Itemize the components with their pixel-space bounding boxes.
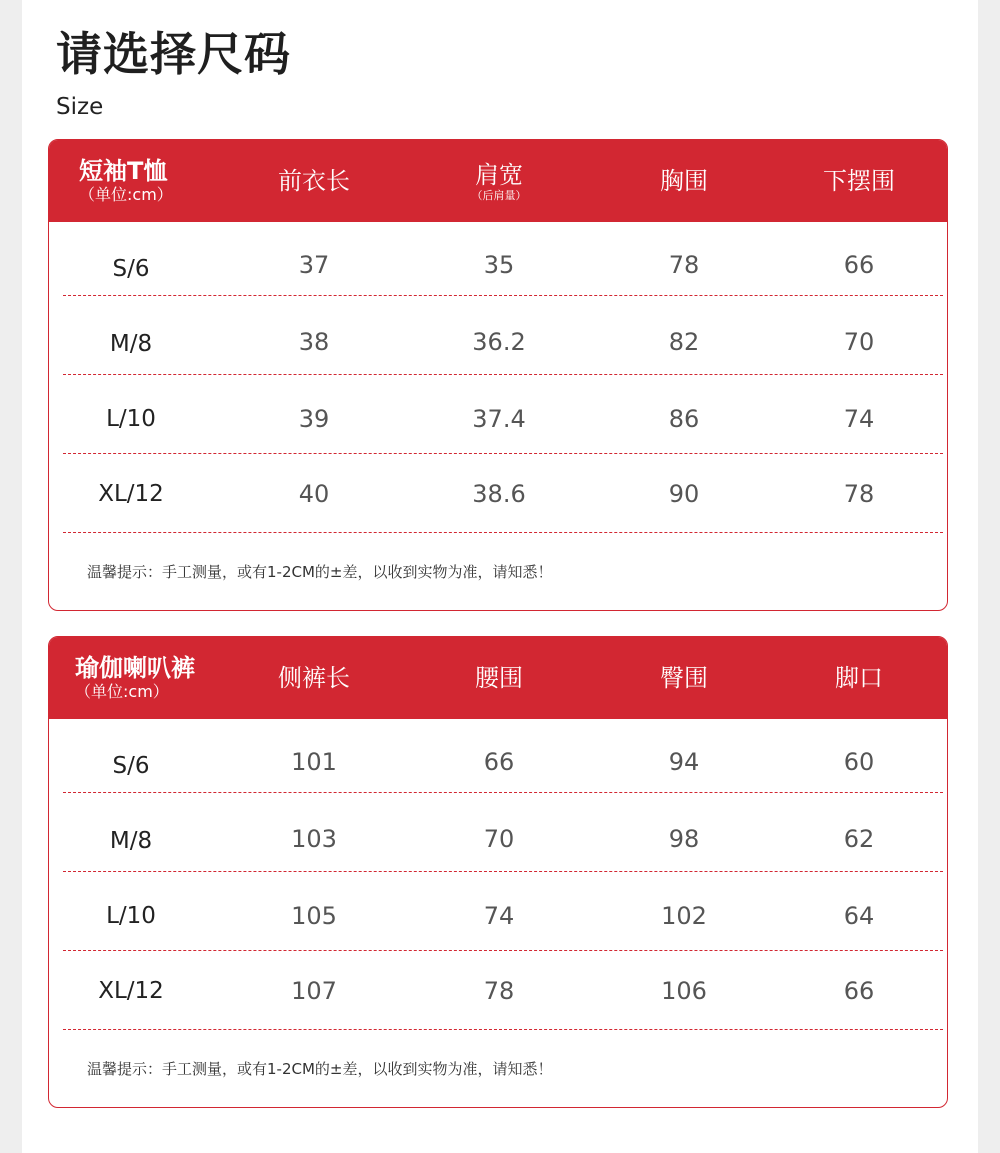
table-cell: 62 [843,824,875,853]
header-product [79,140,249,222]
table-cell: 74 [843,404,875,433]
column-header: 肩宽 （后肩量） [471,160,527,202]
table-cell: 36.2 [472,327,526,356]
table-cell: 66 [843,250,875,279]
table-cell: 105 [291,901,337,930]
column-header: 臀围 [660,664,708,692]
table-cell: 38.6 [472,479,526,508]
table-cell: 70 [483,824,515,853]
row-divider [63,532,943,533]
table-cell: 78 [483,976,515,1005]
size-label: L/10 [106,902,156,929]
column-header: 侧裤长 [278,664,350,692]
row-divider [63,295,943,296]
table-cell: 98 [668,824,700,853]
row-divider [63,950,943,951]
table-cell: 86 [668,404,700,433]
table-cell: 103 [291,824,337,853]
size-table-tshirt [48,139,948,611]
page-subtitle: Size [56,94,104,120]
table-cell: 107 [291,976,337,1005]
measurement-tip: 温馨提示：手工测量，或有1-2CM的±差，以收到实物为准，请知悉！ [87,1060,553,1078]
column-header: 胸围 [660,167,708,195]
table-cell: 70 [843,327,875,356]
size-label: M/8 [109,330,153,357]
table-cell: 94 [668,747,700,776]
column-header: 前衣长 [278,167,350,195]
column-header: 脚口 [835,664,883,692]
table-header [49,637,947,719]
table-cell: 38 [298,327,330,356]
table-cell: 82 [668,327,700,356]
table-cell: 102 [661,901,707,930]
table-cell: 37.4 [472,404,526,433]
row-divider [63,792,943,793]
size-label: XL/12 [98,977,164,1004]
table-row [49,303,948,380]
row-divider [63,374,943,375]
table-row [49,455,948,532]
table-row [49,723,948,800]
size-label: XL/12 [98,480,164,507]
table-cell: 66 [843,976,875,1005]
column-header: 腰围 [475,664,523,692]
table-cell: 40 [298,479,330,508]
size-label: M/8 [109,827,153,854]
table-cell: 106 [661,976,707,1005]
table-cell: 90 [668,479,700,508]
unit-label: （单位:cm） [75,682,169,701]
table-cell: 64 [843,901,875,930]
table-row [49,952,948,1029]
size-label: S/6 [112,255,150,282]
table-cell: 35 [483,250,515,279]
table-cell: 60 [843,747,875,776]
product-name: 瑜伽喇叭裤 [75,654,195,682]
page-title: 请选择尺码 [56,27,291,81]
size-table-yoga-pants [48,636,948,1108]
table-cell: 66 [483,747,515,776]
size-label: S/6 [112,752,150,779]
table-cell: 101 [291,747,337,776]
table-cell: 78 [843,479,875,508]
table-cell: 39 [298,404,330,433]
measurement-tip: 温馨提示：手工测量，或有1-2CM的±差，以收到实物为准，请知悉！ [87,563,553,581]
product-name: 短袖T恤 [79,157,168,185]
table-cell: 78 [668,250,700,279]
table-row [49,877,948,954]
size-label: L/10 [106,405,156,432]
table-row [49,226,948,303]
table-cell: 74 [483,901,515,930]
column-header: 下摆围 [823,167,895,195]
row-divider [63,1029,943,1030]
table-header [49,140,947,222]
row-divider [63,871,943,872]
column-note: （后肩量） [471,188,527,202]
table-cell: 37 [298,250,330,279]
unit-label: （单位:cm） [79,185,173,204]
table-row [49,800,948,877]
row-divider [63,453,943,454]
table-row [49,380,948,457]
